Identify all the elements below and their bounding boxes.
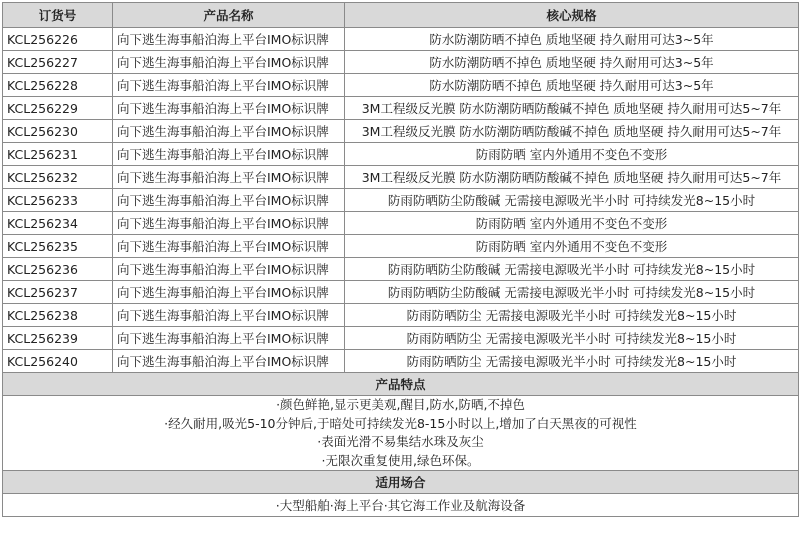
product-name-cell: 向下逃生海事船泊海上平台IMO标识牌 bbox=[113, 304, 345, 327]
header-order-number: 订货号 bbox=[3, 3, 113, 28]
usage-header-row bbox=[3, 471, 799, 494]
table-body bbox=[3, 28, 799, 373]
product-name-cell: 向下逃生海事船泊海上平台IMO标识牌 bbox=[113, 281, 345, 304]
order-number-cell: KCL256227 bbox=[3, 51, 113, 74]
order-number-cell: KCL256231 bbox=[3, 143, 113, 166]
core-spec-cell: 防雨防晒防尘防酸碱 无需接电源吸光半小时 可持续发光8~15小时 bbox=[345, 281, 799, 304]
table-row bbox=[3, 304, 799, 327]
table-row bbox=[3, 350, 799, 373]
product-name-cell: 向下逃生海事船泊海上平台IMO标识牌 bbox=[113, 97, 345, 120]
features-cell bbox=[3, 396, 799, 471]
order-number-cell: KCL256239 bbox=[3, 327, 113, 350]
product-name-cell: 向下逃生海事船泊海上平台IMO标识牌 bbox=[113, 28, 345, 51]
order-number-cell: KCL256226 bbox=[3, 28, 113, 51]
order-number-cell: KCL256240 bbox=[3, 350, 113, 373]
feature-line: ·表面光滑不易集结水珠及灰尘 bbox=[317, 434, 484, 449]
core-spec-cell: 防雨防晒 室内外通用不变色不变形 bbox=[345, 143, 799, 166]
order-number-cell: KCL256235 bbox=[3, 235, 113, 258]
table-row bbox=[3, 327, 799, 350]
product-name-cell: 向下逃生海事船泊海上平台IMO标识牌 bbox=[113, 212, 345, 235]
table-row bbox=[3, 258, 799, 281]
table-row bbox=[3, 51, 799, 74]
product-name-cell: 向下逃生海事船泊海上平台IMO标识牌 bbox=[113, 74, 345, 97]
feature-line: ·颜色鲜艳,显示更美观,醒目,防水,防晒,不掉色 bbox=[276, 397, 525, 412]
usage-row bbox=[3, 494, 799, 517]
product-spec-table bbox=[2, 2, 799, 517]
table-row bbox=[3, 281, 799, 304]
table-row bbox=[3, 235, 799, 258]
table-row bbox=[3, 120, 799, 143]
product-name-cell: 向下逃生海事船泊海上平台IMO标识牌 bbox=[113, 143, 345, 166]
core-spec-cell: 防雨防晒 室内外通用不变色不变形 bbox=[345, 212, 799, 235]
table-row bbox=[3, 166, 799, 189]
order-number-cell: KCL256234 bbox=[3, 212, 113, 235]
product-name-cell: 向下逃生海事船泊海上平台IMO标识牌 bbox=[113, 327, 345, 350]
core-spec-cell: 3M工程级反光膜 防水防潮防晒防酸碱不掉色 质地坚硬 持久耐用可达5~7年 bbox=[345, 97, 799, 120]
core-spec-cell: 防水防潮防晒不掉色 质地坚硬 持久耐用可达3~5年 bbox=[345, 28, 799, 51]
feature-line: ·无限次重复使用,绿色环保。 bbox=[321, 452, 480, 468]
core-spec-cell: 防水防潮防晒不掉色 质地坚硬 持久耐用可达3~5年 bbox=[345, 51, 799, 74]
product-name-cell: 向下逃生海事船泊海上平台IMO标识牌 bbox=[113, 166, 345, 189]
table-row bbox=[3, 97, 799, 120]
core-spec-cell: 3M工程级反光膜 防水防潮防晒防酸碱不掉色 质地坚硬 持久耐用可达5~7年 bbox=[345, 120, 799, 143]
core-spec-cell: 防雨防晒防尘 无需接电源吸光半小时 可持续发光8~15小时 bbox=[345, 327, 799, 350]
order-number-cell: KCL256229 bbox=[3, 97, 113, 120]
table-row bbox=[3, 189, 799, 212]
order-number-cell: KCL256233 bbox=[3, 189, 113, 212]
core-spec-cell: 防雨防晒防尘防酸碱 无需接电源吸光半小时 可持续发光8~15小时 bbox=[345, 189, 799, 212]
header-product-name: 产品名称 bbox=[113, 3, 345, 28]
core-spec-cell: 防雨防晒防尘 无需接电源吸光半小时 可持续发光8~15小时 bbox=[345, 350, 799, 373]
table-row bbox=[3, 212, 799, 235]
header-core-spec: 核心规格 bbox=[345, 3, 799, 28]
order-number-cell: KCL256238 bbox=[3, 304, 113, 327]
core-spec-cell: 防雨防晒防尘防酸碱 无需接电源吸光半小时 可持续发光8~15小时 bbox=[345, 258, 799, 281]
feature-line: ·经久耐用,吸光5-10分钟后,于暗处可持续发光8-15小时以上,增加了白天黑夜的可视性 bbox=[164, 415, 637, 431]
product-name-cell: 向下逃生海事船泊海上平台IMO标识牌 bbox=[113, 120, 345, 143]
table-row bbox=[3, 28, 799, 51]
product-name-cell: 向下逃生海事船泊海上平台IMO标识牌 bbox=[113, 350, 345, 373]
table-header-row bbox=[3, 3, 799, 28]
product-name-cell: 向下逃生海事船泊海上平台IMO标识牌 bbox=[113, 189, 345, 212]
core-spec-cell: 3M工程级反光膜 防水防潮防晒防酸碱不掉色 质地坚硬 持久耐用可达5~7年 bbox=[345, 166, 799, 189]
usage-text: ·大型船舶·海上平台·其它海工作业及航海设备 bbox=[3, 494, 799, 517]
features-header-row bbox=[3, 373, 799, 396]
product-name-cell: 向下逃生海事船泊海上平台IMO标识牌 bbox=[113, 258, 345, 281]
order-number-cell: KCL256230 bbox=[3, 120, 113, 143]
features-title: 产品特点 bbox=[3, 373, 799, 396]
order-number-cell: KCL256237 bbox=[3, 281, 113, 304]
usage-title: 适用场合 bbox=[3, 471, 799, 494]
product-name-cell: 向下逃生海事船泊海上平台IMO标识牌 bbox=[113, 51, 345, 74]
product-name-cell: 向下逃生海事船泊海上平台IMO标识牌 bbox=[113, 235, 345, 258]
features-row bbox=[3, 396, 799, 471]
order-number-cell: KCL256232 bbox=[3, 166, 113, 189]
order-number-cell: KCL256236 bbox=[3, 258, 113, 281]
table-row bbox=[3, 74, 799, 97]
table-row bbox=[3, 143, 799, 166]
core-spec-cell: 防水防潮防晒不掉色 质地坚硬 持久耐用可达3~5年 bbox=[345, 74, 799, 97]
core-spec-cell: 防雨防晒 室内外通用不变色不变形 bbox=[345, 235, 799, 258]
core-spec-cell: 防雨防晒防尘 无需接电源吸光半小时 可持续发光8~15小时 bbox=[345, 304, 799, 327]
order-number-cell: KCL256228 bbox=[3, 74, 113, 97]
